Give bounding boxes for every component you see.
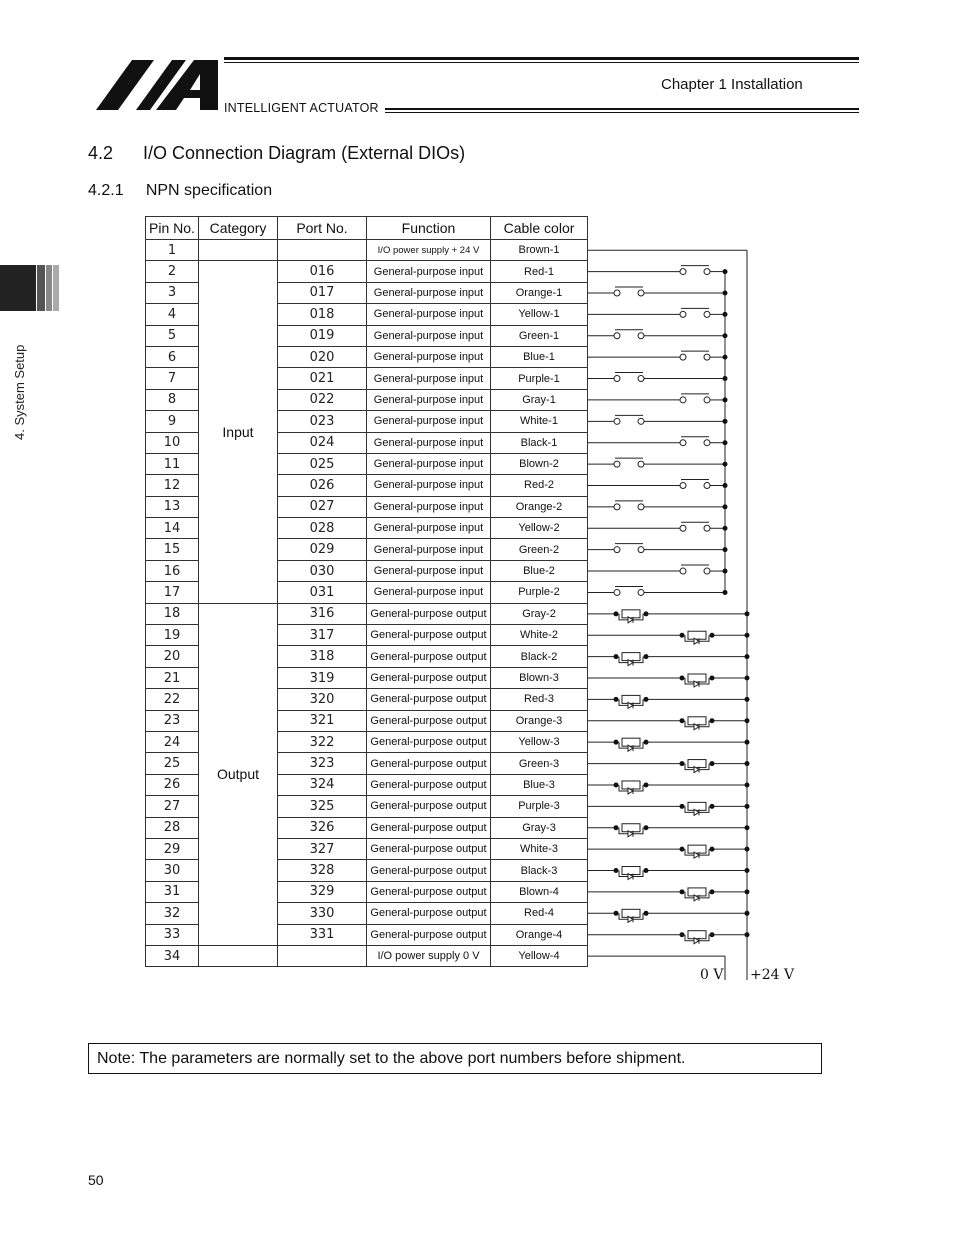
junction-dot	[745, 782, 750, 787]
function-cell: General-purpose output	[367, 903, 491, 924]
port-cell: 316	[278, 603, 367, 624]
load-resistor	[688, 717, 706, 725]
function-cell: General-purpose input	[367, 304, 491, 325]
cable-cell: Purple-3	[491, 796, 588, 817]
header-category: Category	[199, 217, 278, 240]
pin-cell: 20	[146, 646, 199, 667]
port-cell: 023	[278, 411, 367, 432]
cable-cell: Green-2	[491, 539, 588, 560]
cable-cell: Orange-3	[491, 710, 588, 731]
load-resistor	[688, 674, 706, 682]
function-cell: General-purpose input	[367, 539, 491, 560]
junction-dot	[680, 847, 685, 852]
cable-cell: Red-2	[491, 475, 588, 496]
switch-contact	[638, 547, 644, 553]
junction-dot	[723, 547, 728, 552]
junction-dot	[614, 911, 619, 916]
junction-dot	[723, 419, 728, 424]
port-cell: 016	[278, 261, 367, 282]
junction-dot	[710, 889, 715, 894]
junction-dot	[723, 355, 728, 360]
junction-dot	[710, 804, 715, 809]
junction-dot	[614, 697, 619, 702]
function-cell: General-purpose input	[367, 582, 491, 603]
pin-cell: 2	[146, 261, 199, 282]
cable-cell: Green-3	[491, 753, 588, 774]
junction-dot	[644, 654, 649, 659]
cable-cell: Yellow-4	[491, 945, 588, 966]
junction-dot	[723, 590, 728, 595]
port-cell: 317	[278, 625, 367, 646]
switch-contact	[614, 461, 620, 467]
switch-contact	[704, 269, 710, 275]
junction-dot	[710, 847, 715, 852]
cable-cell: Yellow-2	[491, 518, 588, 539]
switch-contact	[704, 525, 710, 531]
function-cell: General-purpose input	[367, 496, 491, 517]
cable-cell: Black-2	[491, 646, 588, 667]
function-cell: General-purpose input	[367, 411, 491, 432]
port-cell: 028	[278, 518, 367, 539]
pin-cell: 16	[146, 560, 199, 581]
port-cell: 322	[278, 731, 367, 752]
cable-cell: Blue-3	[491, 774, 588, 795]
cable-cell: Red-3	[491, 689, 588, 710]
function-cell: General-purpose output	[367, 625, 491, 646]
switch-contact	[704, 482, 710, 488]
junction-dot	[723, 269, 728, 274]
switch-contact	[704, 568, 710, 574]
switch-contact	[638, 589, 644, 595]
cable-cell: White-2	[491, 625, 588, 646]
junction-dot	[644, 697, 649, 702]
subsection-title: 4.2.1 NPN specification	[88, 182, 273, 199]
port-cell: 326	[278, 817, 367, 838]
cable-cell: Gray-1	[491, 389, 588, 410]
load-resistor	[622, 909, 640, 917]
switch-contact	[680, 525, 686, 531]
load-resistor	[622, 610, 640, 618]
function-cell: General-purpose input	[367, 560, 491, 581]
cable-cell: Orange-2	[491, 496, 588, 517]
switch-contact	[638, 333, 644, 339]
cable-cell: Purple-2	[491, 582, 588, 603]
port-cell: 031	[278, 582, 367, 603]
junction-dot	[723, 569, 728, 574]
junction-dot	[745, 911, 750, 916]
header-port: Port No.	[278, 217, 367, 240]
port-cell: 022	[278, 389, 367, 410]
junction-dot	[723, 462, 728, 467]
function-cell: General-purpose output	[367, 710, 491, 731]
switch-contact	[614, 376, 620, 382]
port-cell: 325	[278, 796, 367, 817]
port-cell: 029	[278, 539, 367, 560]
junction-dot	[680, 889, 685, 894]
cable-cell: Yellow-3	[491, 731, 588, 752]
port-cell: 331	[278, 924, 367, 945]
switch-contact	[704, 311, 710, 317]
switch-contact	[638, 376, 644, 382]
pin-cell: 21	[146, 667, 199, 688]
junction-dot	[710, 932, 715, 937]
cable-cell: White-3	[491, 838, 588, 859]
junction-dot	[614, 740, 619, 745]
function-cell: General-purpose input	[367, 346, 491, 367]
junction-dot	[680, 633, 685, 638]
port-cell: 019	[278, 325, 367, 346]
function-cell: General-purpose input	[367, 368, 491, 389]
switch-contact	[704, 354, 710, 360]
junction-dot	[710, 761, 715, 766]
pin-cell: 24	[146, 731, 199, 752]
function-cell: I/O power supply 0 V	[367, 945, 491, 966]
junction-dot	[745, 847, 750, 852]
pin-cell: 34	[146, 945, 199, 966]
switch-contact	[680, 269, 686, 275]
port-cell: 320	[278, 689, 367, 710]
pin-cell: 8	[146, 389, 199, 410]
junction-dot	[710, 676, 715, 681]
pin-cell: 23	[146, 710, 199, 731]
junction-dot	[680, 932, 685, 937]
function-cell: General-purpose input	[367, 518, 491, 539]
pin-cell: 25	[146, 753, 199, 774]
load-resistor	[688, 760, 706, 768]
pin-cell: 12	[146, 475, 199, 496]
junction-dot	[644, 911, 649, 916]
pin-cell: 31	[146, 881, 199, 902]
pin-cell: 29	[146, 838, 199, 859]
junction-dot	[644, 611, 649, 616]
junction-dot	[745, 932, 750, 937]
pin-cell: 32	[146, 903, 199, 924]
port-cell: 321	[278, 710, 367, 731]
junction-dot	[680, 804, 685, 809]
cable-cell: Gray-2	[491, 603, 588, 624]
junction-dot	[745, 676, 750, 681]
junction-dot	[644, 825, 649, 830]
junction-dot	[745, 740, 750, 745]
cable-cell: Red-1	[491, 261, 588, 282]
pin-cell: 33	[146, 924, 199, 945]
function-cell: General-purpose input	[367, 475, 491, 496]
header-function: Function	[367, 217, 491, 240]
cable-cell: Blue-2	[491, 560, 588, 581]
function-cell: General-purpose output	[367, 667, 491, 688]
junction-dot	[723, 440, 728, 445]
junction-dot	[723, 376, 728, 381]
pin-cell: 11	[146, 453, 199, 474]
switch-contact	[638, 504, 644, 510]
function-cell: I/O power supply + 24 V	[367, 240, 491, 261]
category-input: Input	[199, 261, 278, 603]
function-cell: General-purpose output	[367, 603, 491, 624]
pin-cell: 4	[146, 304, 199, 325]
label-24v: +24 V	[750, 967, 795, 983]
port-cell: 318	[278, 646, 367, 667]
pin-cell: 9	[146, 411, 199, 432]
junction-dot	[614, 868, 619, 873]
port-cell: 027	[278, 496, 367, 517]
cable-cell: Gray-3	[491, 817, 588, 838]
cable-cell: White-1	[491, 411, 588, 432]
port-cell: 330	[278, 903, 367, 924]
pin-cell: 14	[146, 518, 199, 539]
switch-contact	[680, 568, 686, 574]
switch-contact	[704, 440, 710, 446]
junction-dot	[710, 718, 715, 723]
switch-contact	[638, 418, 644, 424]
switch-contact	[614, 547, 620, 553]
load-resistor	[688, 931, 706, 939]
function-cell: General-purpose output	[367, 646, 491, 667]
pin-cell: 30	[146, 860, 199, 881]
load-resistor	[622, 653, 640, 661]
cable-cell: Blown-4	[491, 881, 588, 902]
junction-dot	[680, 761, 685, 766]
chapter-title: Chapter 1 Installation	[661, 76, 803, 93]
load-resistor	[688, 631, 706, 639]
switch-contact	[680, 482, 686, 488]
load-resistor	[688, 845, 706, 853]
port-cell: 026	[278, 475, 367, 496]
pin-cell: 1	[146, 240, 199, 261]
pin-cell: 19	[146, 625, 199, 646]
cable-cell: Orange-4	[491, 924, 588, 945]
junction-dot	[723, 312, 728, 317]
pin-cell: 7	[146, 368, 199, 389]
port-cell: 017	[278, 282, 367, 303]
port-cell: 021	[278, 368, 367, 389]
junction-dot	[614, 825, 619, 830]
port-cell: 323	[278, 753, 367, 774]
function-cell: General-purpose input	[367, 325, 491, 346]
port-cell: 025	[278, 453, 367, 474]
pin-cell: 13	[146, 496, 199, 517]
pin-cell: 27	[146, 796, 199, 817]
junction-dot	[723, 333, 728, 338]
load-resistor	[622, 695, 640, 703]
junction-dot	[614, 782, 619, 787]
function-cell: General-purpose output	[367, 924, 491, 945]
pin-cell: 6	[146, 346, 199, 367]
switch-contact	[680, 354, 686, 360]
switch-contact	[680, 440, 686, 446]
load-resistor	[622, 738, 640, 746]
cable-cell: Black-3	[491, 860, 588, 881]
junction-dot	[745, 825, 750, 830]
function-cell: General-purpose output	[367, 881, 491, 902]
function-cell: General-purpose input	[367, 261, 491, 282]
function-cell: General-purpose output	[367, 838, 491, 859]
junction-dot	[745, 633, 750, 638]
cable-cell: Orange-1	[491, 282, 588, 303]
junction-dot	[680, 718, 685, 723]
junction-dot	[680, 676, 685, 681]
switch-contact	[638, 290, 644, 296]
port-cell: 018	[278, 304, 367, 325]
junction-dot	[745, 718, 750, 723]
junction-dot	[644, 868, 649, 873]
section-title: 4.2 I/O Connection Diagram (External DIOs)	[88, 143, 466, 163]
function-cell: General-purpose output	[367, 731, 491, 752]
switch-contact	[704, 397, 710, 403]
junction-dot	[723, 290, 728, 295]
junction-dot	[723, 397, 728, 402]
junction-dot	[723, 483, 728, 488]
cable-cell: Blue-1	[491, 346, 588, 367]
junction-dot	[614, 611, 619, 616]
port-cell: 328	[278, 860, 367, 881]
junction-dot	[745, 804, 750, 809]
port-cell: 020	[278, 346, 367, 367]
load-resistor	[688, 802, 706, 810]
switch-contact	[638, 461, 644, 467]
junction-dot	[644, 740, 649, 745]
cable-cell: Yellow-1	[491, 304, 588, 325]
junction-dot	[614, 654, 619, 659]
port-cell: 319	[278, 667, 367, 688]
switch-contact	[614, 290, 620, 296]
cable-cell: Blown-2	[491, 453, 588, 474]
switch-contact	[680, 397, 686, 403]
header-pin: Pin No.	[146, 217, 199, 240]
pin-cell: 10	[146, 432, 199, 453]
port-cell: 327	[278, 838, 367, 859]
category-output: Output	[199, 603, 278, 945]
pin-cell: 18	[146, 603, 199, 624]
load-resistor	[622, 824, 640, 832]
brand-name: INTELLIGENT ACTUATOR	[224, 101, 379, 115]
function-cell: General-purpose output	[367, 796, 491, 817]
pin-cell: 15	[146, 539, 199, 560]
pin-cell: 26	[146, 774, 199, 795]
cable-cell: Black-1	[491, 432, 588, 453]
label-0v: 0 V	[700, 967, 724, 983]
note-box	[88, 1043, 822, 1074]
pin-cell: 5	[146, 325, 199, 346]
junction-dot	[745, 697, 750, 702]
junction-dot	[723, 526, 728, 531]
junction-dot	[745, 889, 750, 894]
function-cell: General-purpose output	[367, 860, 491, 881]
function-cell: General-purpose input	[367, 282, 491, 303]
pin-cell: 3	[146, 282, 199, 303]
page-number: 50	[88, 1172, 104, 1188]
header-cable: Cable color	[491, 217, 588, 240]
switch-contact	[614, 589, 620, 595]
function-cell: General-purpose input	[367, 389, 491, 410]
load-resistor	[622, 781, 640, 789]
port-cell: 329	[278, 881, 367, 902]
cable-cell: Brown-1	[491, 240, 588, 261]
function-cell: General-purpose output	[367, 753, 491, 774]
junction-dot	[745, 654, 750, 659]
port-cell: 324	[278, 774, 367, 795]
cable-cell: Purple-1	[491, 368, 588, 389]
function-cell: General-purpose input	[367, 432, 491, 453]
function-cell: General-purpose input	[367, 453, 491, 474]
junction-dot	[745, 611, 750, 616]
junction-dot	[745, 868, 750, 873]
switch-contact	[680, 311, 686, 317]
junction-dot	[710, 633, 715, 638]
port-cell: 024	[278, 432, 367, 453]
junction-dot	[723, 504, 728, 509]
load-resistor	[622, 867, 640, 875]
cable-cell: Blown-3	[491, 667, 588, 688]
note-text: Note: The parameters are normally set to the above port numbers before shipment.	[97, 1050, 686, 1067]
pin-cell: 28	[146, 817, 199, 838]
load-resistor	[688, 888, 706, 896]
junction-dot	[644, 782, 649, 787]
side-tab-label: 4. System Setup	[12, 344, 27, 440]
cable-cell: Green-1	[491, 325, 588, 346]
switch-contact	[614, 418, 620, 424]
port-cell: 030	[278, 560, 367, 581]
function-cell: General-purpose output	[367, 689, 491, 710]
pin-cell: 17	[146, 582, 199, 603]
junction-dot	[745, 761, 750, 766]
cable-cell: Red-4	[491, 903, 588, 924]
switch-contact	[614, 333, 620, 339]
function-cell: General-purpose output	[367, 817, 491, 838]
switch-contact	[614, 504, 620, 510]
pin-cell: 22	[146, 689, 199, 710]
function-cell: General-purpose output	[367, 774, 491, 795]
